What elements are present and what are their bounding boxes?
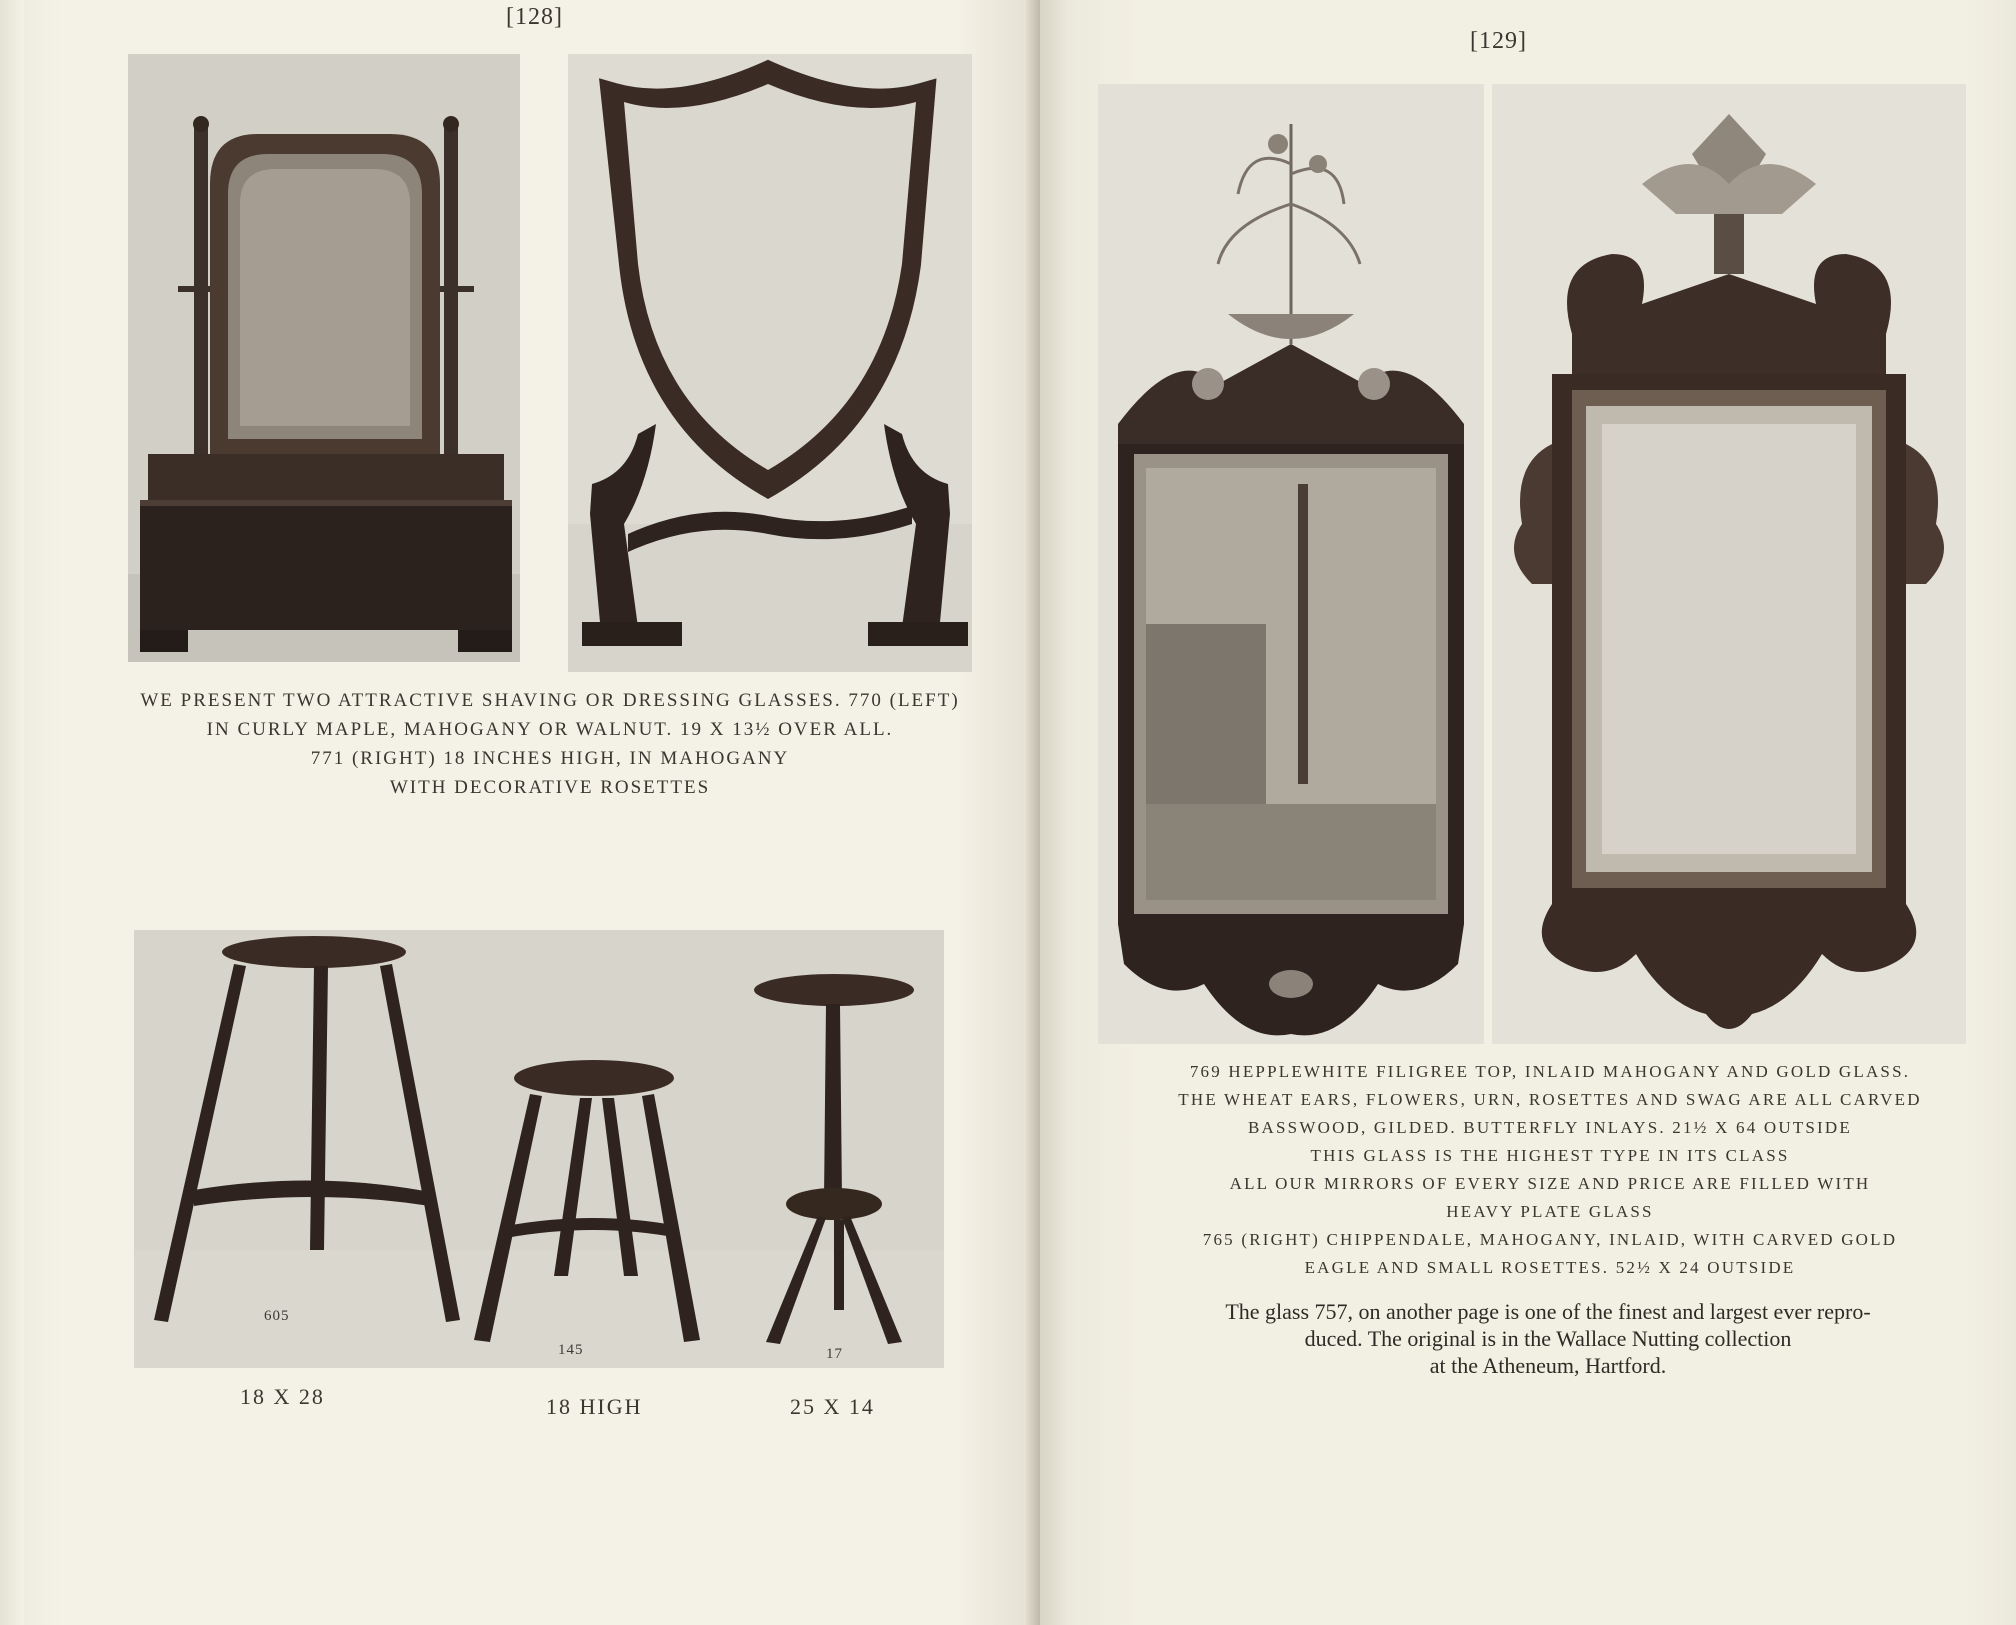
right-page <box>1040 0 2016 1625</box>
stool-number: 145 <box>558 1342 584 1358</box>
stool-number: 605 <box>264 1308 290 1324</box>
photo-chippendale-mirror-765 <box>1492 84 1966 1044</box>
caption-line: THIS GLASS IS THE HIGHEST TYPE IN ITS CLASS <box>1310 1146 1790 1165</box>
page-number-right: [129] <box>1470 28 1527 54</box>
caption-line: 765 (RIGHT) CHIPPENDALE, MAHOGANY, INLAID, WITH CARVED GOLD <box>1202 1230 1898 1249</box>
caption-line: BASSWOOD, GILDED. BUTTERFLY INLAYS. 21½ X 64 OUTSIDE <box>1248 1118 1852 1137</box>
photo-shaving-glass-770 <box>128 54 520 662</box>
stool-number: 17 <box>826 1346 843 1362</box>
caption-line: EAGLE AND SMALL ROSETTES. 52½ X 24 OUTSIDE <box>1304 1258 1796 1277</box>
caption-line: HEAVY PLATE GLASS <box>1446 1202 1654 1221</box>
photo-shield-glass-771 <box>568 54 972 672</box>
note-line: duced. The original is in the Wallace Nutting collection <box>1304 1326 1792 1351</box>
caption-line: THE WHEAT EARS, FLOWERS, URN, ROSETTES AND SWAG ARE ALL CARVED <box>1178 1090 1922 1109</box>
caption-line: 771 (RIGHT) 18 INCHES HIGH, IN MAHOGANY <box>310 748 790 769</box>
stool-size-605: 18 X 28 <box>240 1384 325 1409</box>
note-line: The glass 757, on another page is one of the finest and largest ever repro- <box>1225 1299 1871 1324</box>
page-number-left: [128] <box>506 4 563 30</box>
page-edge <box>0 0 24 1625</box>
stool-size-17: 25 X 14 <box>790 1394 875 1419</box>
caption-line: WE PRESENT TWO ATTRACTIVE SHAVING OR DRESSING GLASSES. 770 (LEFT) <box>140 690 960 711</box>
caption-line: 769 HEPPLEWHITE FILIGREE TOP, INLAID MAHOGANY AND GOLD GLASS. <box>1189 1062 1911 1081</box>
caption-line: ALL OUR MIRRORS OF EVERY SIZE AND PRICE ARE FILLED WITH <box>1229 1174 1871 1193</box>
caption-line: WITH DECORATIVE ROSETTES <box>389 777 711 798</box>
photo-windsor-stools <box>134 930 944 1368</box>
note-line: at the Atheneum, Hartford. <box>1429 1353 1667 1378</box>
photo-hepplewhite-mirror-769 <box>1098 84 1484 1044</box>
glass-757-note <box>1118 1298 1978 1379</box>
caption-line: IN CURLY MAPLE, MAHOGANY OR WALNUT. 19 X 13½ OVER ALL. <box>206 719 894 740</box>
shaving-glasses-caption <box>120 686 980 802</box>
mirrors-caption <box>1100 1058 2000 1282</box>
stool-size-145: 18 HIGH <box>546 1394 643 1419</box>
